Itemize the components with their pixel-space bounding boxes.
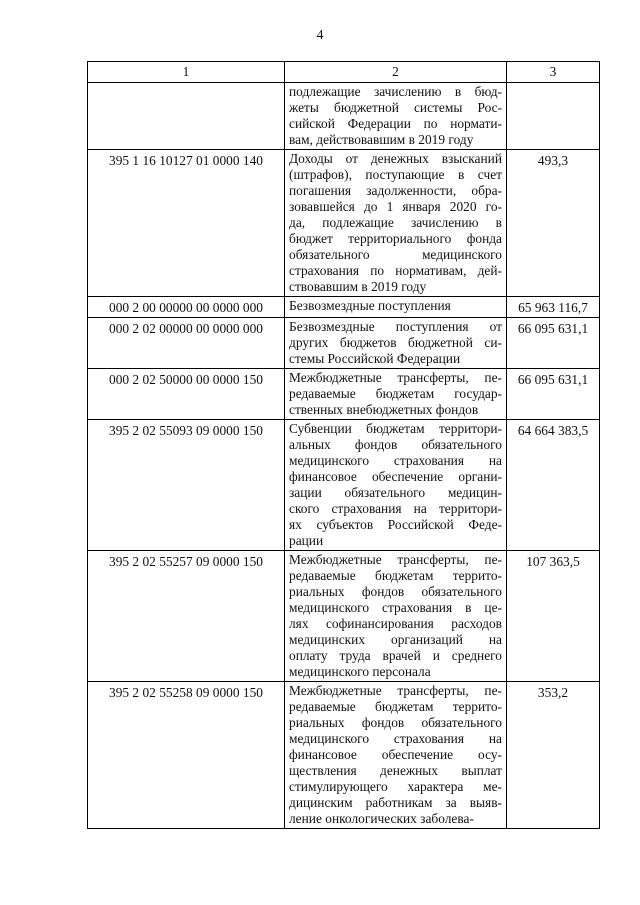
- revenue-name-line: погашения задолженности, обра-: [289, 183, 502, 198]
- column-header-2: 2: [285, 62, 507, 83]
- column-header-3: 3: [507, 62, 600, 83]
- revenue-name-line: зовавшейся до 1 января 2020 го-: [289, 199, 502, 214]
- amount-cell: 353,2: [507, 682, 600, 829]
- revenue-name-line: рации: [289, 533, 324, 548]
- table-row: [88, 150, 600, 297]
- revenue-name-line: риальных фондов обязательного: [289, 715, 502, 730]
- amount-cell: 64 664 383,5: [507, 420, 600, 551]
- revenue-name-line: стимулирующего характера ме-: [289, 779, 502, 794]
- page-number: 4: [316, 28, 324, 43]
- revenue-name-line: финансовое обеспечение органи-: [289, 469, 502, 484]
- table-body: [88, 83, 600, 829]
- revenue-name-cell: [285, 682, 507, 829]
- budget-code-cell: 000 2 02 50000 00 0000 150: [88, 369, 285, 420]
- amount-cell: [507, 83, 600, 150]
- revenue-name-cell: [285, 420, 507, 551]
- revenue-name-line: лях софинансирования расходов: [289, 616, 502, 631]
- revenue-name-line: стемы Российской Федерации: [289, 351, 461, 366]
- revenue-name-line: Безвозмездные поступления: [289, 298, 451, 313]
- amount-cell: 66 095 631,1: [507, 318, 600, 369]
- budget-code-cell: 395 2 02 55093 09 0000 150: [88, 420, 285, 551]
- revenue-name-cell: [285, 83, 507, 150]
- revenue-name-line: Межбюджетные трансферты, пе-: [289, 683, 502, 698]
- revenue-name-line: обязательного медицинского: [289, 247, 502, 262]
- budget-code-cell: 000 2 02 00000 00 0000 000: [88, 318, 285, 369]
- revenue-name-line: бюджет территориального фонда: [289, 231, 502, 246]
- revenue-name-line: ление онкологических заболева-: [289, 811, 474, 826]
- budget-code-cell: 395 2 02 55258 09 0000 150: [88, 682, 285, 829]
- revenue-name-line: медицинского страхования в це-: [289, 600, 502, 615]
- amount-cell: 65 963 116,7: [507, 297, 600, 318]
- budget-code-cell: 000 2 00 00000 00 0000 000: [88, 297, 285, 318]
- revenue-name-line: сийской Федерации по нормати-: [289, 116, 502, 131]
- revenue-name-line: страхования по нормативам, дей-: [289, 263, 502, 278]
- revenue-name-line: ственных внебюджетных фондов: [289, 402, 479, 417]
- revenue-name-line: ях субъектов Российской Феде-: [289, 517, 502, 532]
- revenue-name-line: ского страхования на территори-: [289, 501, 502, 516]
- table-row: [88, 420, 600, 551]
- revenue-name-line: (штрафов), поступающие в счет: [289, 167, 502, 182]
- revenue-name-cell: [285, 150, 507, 297]
- table-row: [88, 318, 600, 369]
- revenue-name-cell: [285, 297, 507, 318]
- revenue-name-line: ствовавшим в 2019 году: [289, 279, 427, 294]
- revenue-name-line: медицинского персонала: [289, 664, 431, 679]
- revenue-name-line: зации обязательного медицин-: [289, 485, 502, 500]
- revenue-name-line: Межбюджетные трансферты, пе-: [289, 370, 502, 385]
- table-row: [88, 83, 600, 150]
- revenue-name-line: Доходы от денежных взысканий: [289, 151, 502, 166]
- revenue-name-line: других бюджетов бюджетной си-: [289, 335, 502, 350]
- revenue-name-line: жеты бюджетной системы Рос-: [289, 100, 502, 115]
- revenue-name-line: риальных фондов обязательного: [289, 584, 502, 599]
- table-row: [88, 682, 600, 829]
- amount-cell: 493,3: [507, 150, 600, 297]
- revenue-name-line: редаваемые бюджетам государ-: [289, 386, 502, 401]
- budget-revenue-table: [87, 61, 600, 829]
- amount-cell: 107 363,5: [507, 551, 600, 682]
- revenue-name-line: альных фондов обязательного: [289, 437, 502, 452]
- revenue-name-line: да, подлежащие зачислению в: [289, 215, 502, 230]
- revenue-name-line: Межбюджетные трансферты, пе-: [289, 552, 502, 567]
- revenue-name-line: вам, действовавшим в 2019 году: [289, 132, 474, 147]
- table-row: [88, 551, 600, 682]
- table-header-row: [88, 62, 600, 83]
- budget-code-cell: 395 2 02 55257 09 0000 150: [88, 551, 285, 682]
- revenue-name-line: Субвенции бюджетам территори-: [289, 421, 502, 436]
- revenue-name-cell: [285, 318, 507, 369]
- revenue-name-line: редаваемые бюджетам террито-: [289, 568, 502, 583]
- budget-code-cell: 395 1 16 10127 01 0000 140: [88, 150, 285, 297]
- revenue-name-line: ществления денежных выплат: [289, 763, 502, 778]
- amount-cell: 66 095 631,1: [507, 369, 600, 420]
- revenue-name-line: медицинского страхования на: [289, 731, 502, 746]
- revenue-name-line: Безвозмездные поступления от: [289, 319, 502, 334]
- revenue-name-cell: [285, 551, 507, 682]
- revenue-name-line: оплату труда врачей и среднего: [289, 648, 502, 663]
- revenue-name-line: редаваемые бюджетам террито-: [289, 699, 502, 714]
- revenue-name-line: подлежащие зачислению в бюд-: [289, 84, 502, 99]
- table-row: [88, 369, 600, 420]
- budget-code-cell: [88, 83, 285, 150]
- revenue-name-line: дицинским работникам за выяв-: [289, 795, 502, 810]
- column-header-1: 1: [88, 62, 285, 83]
- revenue-name-line: финансовое обеспечение осу-: [289, 747, 502, 762]
- table-row: [88, 297, 600, 318]
- revenue-name-line: медицинского страхования на: [289, 453, 502, 468]
- revenue-name-line: медицинских организаций на: [289, 632, 502, 647]
- revenue-name-cell: [285, 369, 507, 420]
